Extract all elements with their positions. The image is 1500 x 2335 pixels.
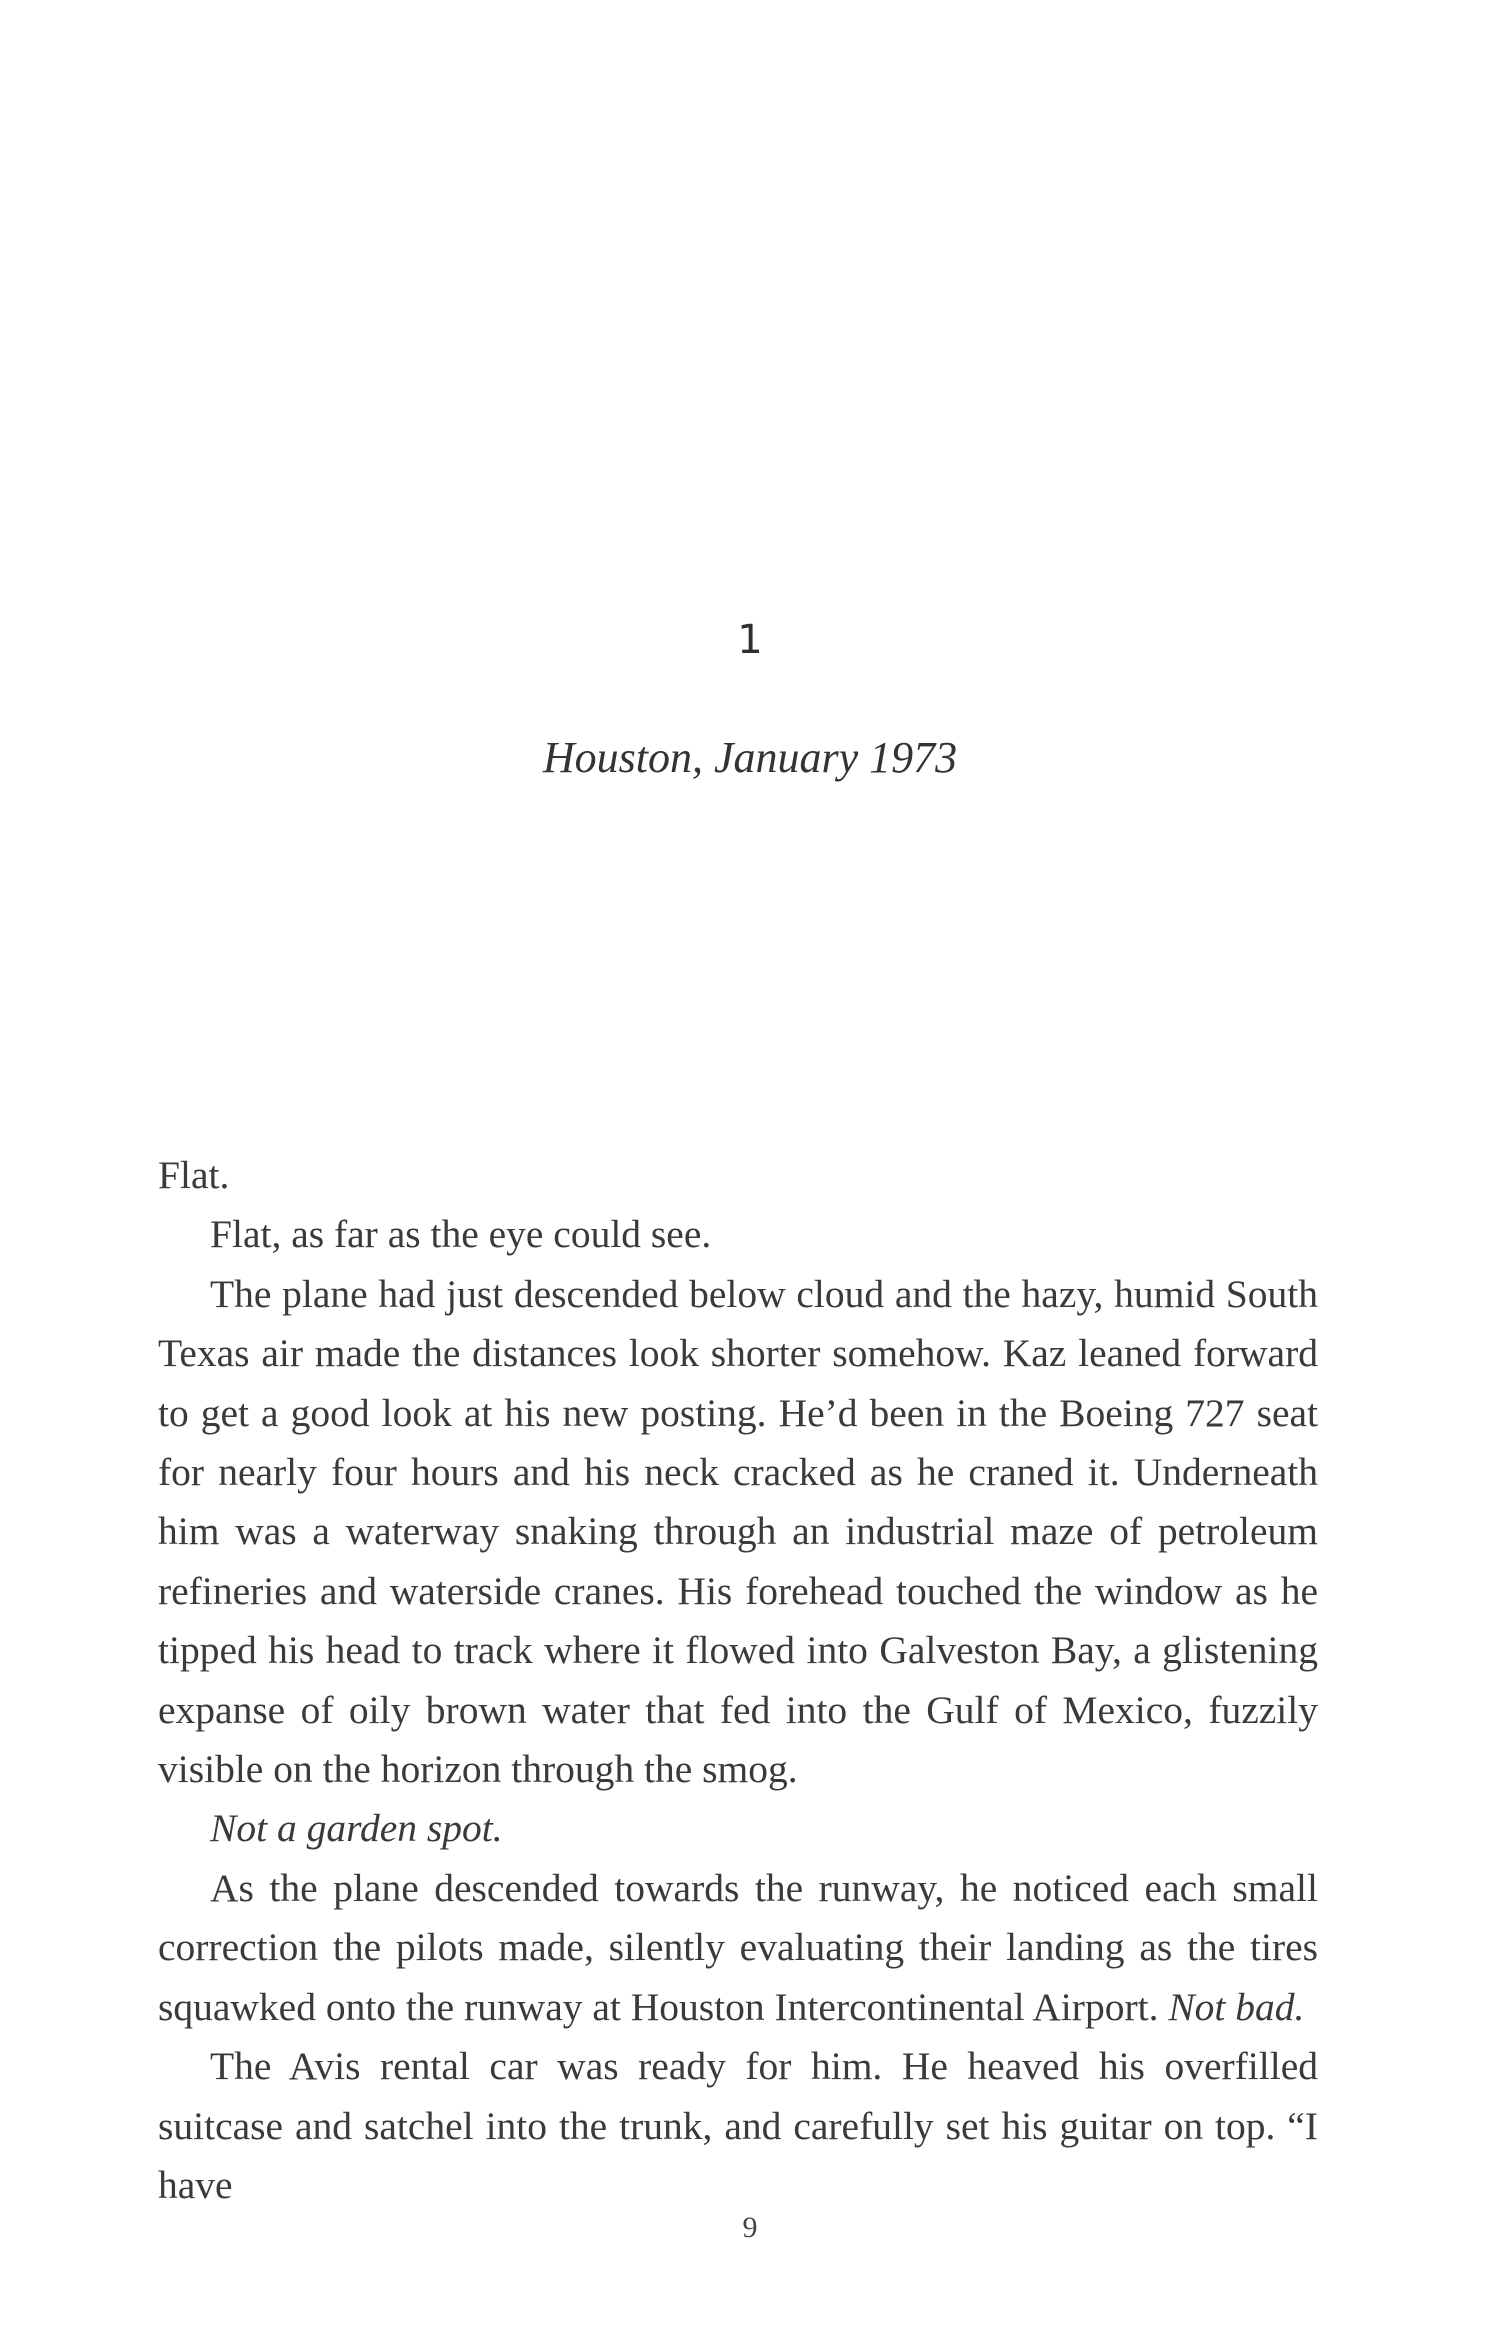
page-number: 9 [742, 2211, 758, 2244]
paragraph-5 [158, 1859, 1318, 2037]
italic-aside: Not bad. [1168, 1984, 1305, 2029]
paragraph-4 [158, 1799, 1318, 1858]
paragraph-6: The Avis rental car was ready for him. He heaved his overfilled suitcase and satchel into the trunk, and carefully set his guitar on top. “I have [158, 2044, 1318, 2207]
paragraph-3: The plane had just descended below cloud and the hazy, humid South Texas air made the distances look shorter somehow. Kaz leaned forward to get a good look at his new posting. He’d been in the Boeing 727 seat for nearly four hours and his neck cracked as he craned it. Underneath him was a waterway snaking through an industrial maze of petroleum refineries and waterside cranes. His forehead touched the window as he tipped his head to track where it flowed into Galveston Bay, a glistening expanse of oily brown water that fed into the Gulf of Mexico, fuzzily visible on the horizon through the smog. [158, 1271, 1318, 1792]
chapter-number: 1 [737, 617, 763, 663]
paragraph-2: Flat, as far as the eye could see. [210, 1212, 712, 1257]
body-text [158, 1146, 1318, 2215]
italic-thought: Not a garden spot. [210, 1806, 503, 1851]
paragraph-1: Flat. [158, 1153, 230, 1197]
chapter-title: Houston, January 1973 [542, 733, 958, 782]
paragraph-5-text: As the plane descended towards the runway, he noticed each small correction the pilots made, silently evaluating their landing as the tires squawked onto the runway at Houston Intercontinental Airport. [158, 1865, 1318, 2029]
